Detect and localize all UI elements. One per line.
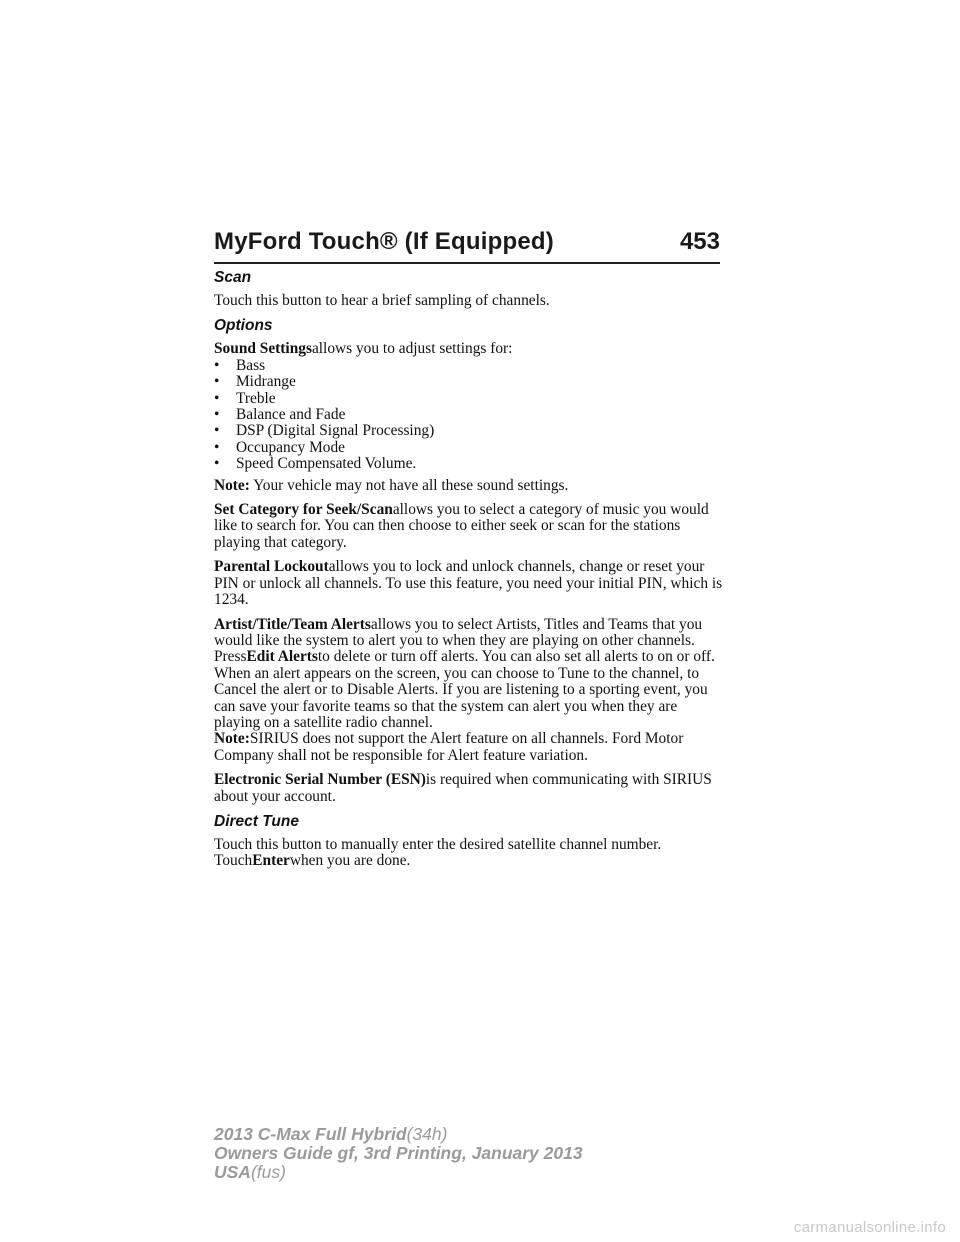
list-item: • Balance and Fade bbox=[214, 407, 724, 423]
page-body bbox=[214, 269, 724, 878]
note-text: Your vehicle may not have all these sound settings. bbox=[253, 476, 569, 494]
alerts-text-1: allows you to select Artists, Titles and Teams that you would like the system to alert you to when they are playing on other channels. Press bbox=[214, 615, 703, 666]
set-category-paragraph bbox=[214, 502, 724, 551]
direct-tune-text-1: Touch this button to manually enter the desired satellite channel number. Touch bbox=[214, 835, 662, 870]
note-label: Note: bbox=[214, 476, 250, 494]
footer-line-1 bbox=[214, 1125, 583, 1144]
footer-market-code: (fus) bbox=[250, 1162, 286, 1182]
set-category-text: allows you to select a category of music you would like to search for. You can then choose to either seek or scan for the stations playing that category. bbox=[214, 501, 709, 551]
heading-options: Options bbox=[214, 317, 273, 335]
note-alerts bbox=[214, 731, 724, 764]
parental-lockout-label: Parental Lockout bbox=[214, 558, 329, 576]
list-item: • Speed Compensated Volume. bbox=[214, 456, 724, 472]
footer-market: USA bbox=[214, 1162, 251, 1182]
heading-direct-tune: Direct Tune bbox=[214, 812, 299, 830]
edit-alerts-label: Edit Alerts bbox=[246, 648, 318, 666]
heading-scan: Scan bbox=[214, 269, 252, 286]
note-sound-settings bbox=[214, 478, 724, 494]
header-rule bbox=[214, 262, 720, 264]
alerts-paragraph bbox=[214, 617, 724, 732]
chapter-title: MyFord Touch® (If Equipped) bbox=[214, 228, 554, 255]
footer-line-2: Owners Guide gf, 3rd Printing, January 2013 bbox=[214, 1143, 583, 1163]
footer-model-code: (34h) bbox=[406, 1124, 448, 1144]
direct-tune-text-2: when you are done. bbox=[289, 852, 411, 870]
footer-model: 2013 C-Max Full Hybrid bbox=[214, 1124, 407, 1144]
alerts-text-2: to delete or turn off alerts. You can also set all alerts to on or off. When an alert appears on the screen, you can choose to Tune to the channel, to Cancel the alert or to Disable Alerts. If you are listening to a sporting event, you can save your favorite teams so that the system can alert you when they are playing on a satellite radio channel. bbox=[214, 648, 715, 731]
enter-label: Enter bbox=[252, 852, 290, 870]
set-category-label: Set Category for Seek/Scan bbox=[214, 501, 393, 519]
sound-settings-label: Sound Settings bbox=[214, 340, 312, 358]
list-item: • Bass bbox=[214, 358, 724, 374]
list-item: • DSP (Digital Signal Processing) bbox=[214, 423, 724, 439]
esn-label: Electronic Serial Number (ESN) bbox=[214, 771, 426, 789]
page-footer bbox=[214, 1125, 583, 1182]
watermark: carmanualsonline.info bbox=[793, 1219, 946, 1236]
parental-lockout-text: allows you to lock and unlock channels, change or reset your PIN or unlock all channels. To use this feature, you need your initial PIN, which is 1234. bbox=[214, 558, 723, 609]
esn-text: is required when communicating with SIRIUS about your account. bbox=[214, 771, 712, 805]
list-item: • Occupancy Mode bbox=[214, 440, 724, 456]
scan-text: Touch this button to hear a brief sampling of channels. bbox=[214, 292, 550, 309]
sound-settings-text: allows you to adjust settings for: bbox=[311, 340, 513, 358]
list-item: • Midrange bbox=[214, 374, 724, 390]
list-item: • Treble bbox=[214, 391, 724, 407]
sound-settings-paragraph bbox=[214, 341, 724, 357]
esn-paragraph bbox=[214, 772, 724, 805]
footer-line-3 bbox=[214, 1163, 583, 1182]
page-number: 453 bbox=[679, 228, 720, 255]
note-text: SIRIUS does not support the Alert feature on all channels. Ford Motor Company shall not be responsible for Alert feature variation. bbox=[214, 730, 684, 764]
note-label: Note: bbox=[214, 730, 250, 748]
direct-tune-paragraph bbox=[214, 837, 724, 870]
parental-lockout-paragraph bbox=[214, 559, 724, 608]
alerts-label: Artist/Title/Team Alerts bbox=[214, 615, 371, 633]
page-header bbox=[214, 228, 720, 256]
sound-settings-list bbox=[214, 358, 724, 473]
